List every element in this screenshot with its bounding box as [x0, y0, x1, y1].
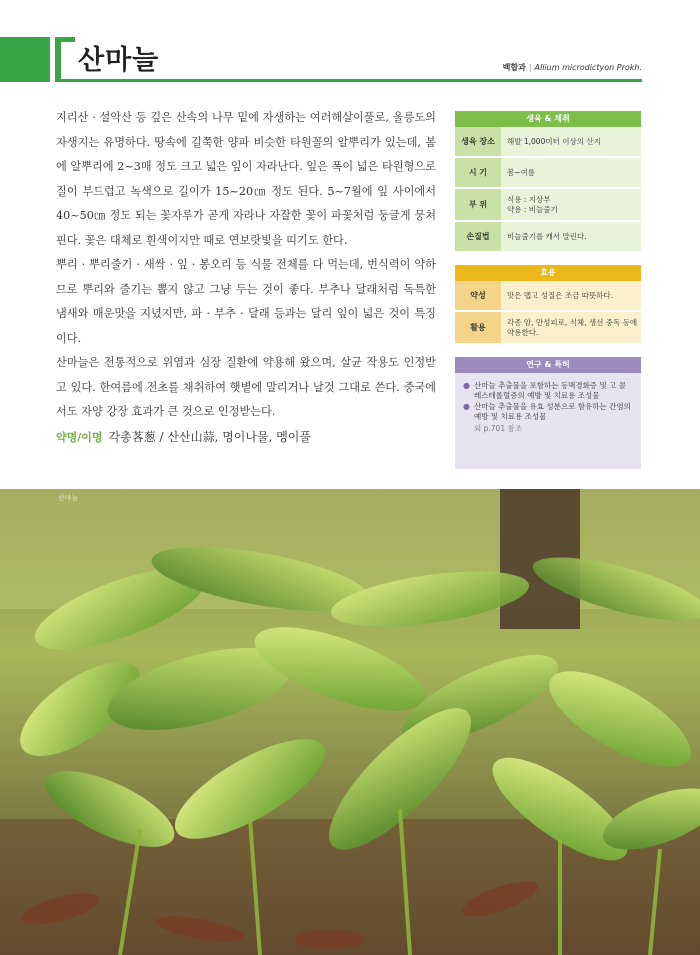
bullet-icon: ●	[463, 402, 470, 411]
alias-label: 약명/이명	[56, 430, 103, 444]
research-item-text: 산마늘 추출물을 유효 성분으로 함유하는 간염의 예방 및 치료용 조성물	[473, 402, 631, 421]
growth-row	[455, 189, 641, 222]
growth-key: 손질법	[455, 222, 501, 251]
efficacy-key: 약성	[455, 281, 501, 310]
efficacy-row	[455, 281, 641, 312]
research-item	[463, 381, 633, 400]
research-item-text: 산마늘 추출물을 포함하는 동맥경화증 및 고 콜레스테롤혈증의 예방 및 치료용 조성물	[473, 381, 626, 400]
growth-value: 식용 : 지상부 약용 : 비늘줄기	[501, 189, 641, 220]
research-item	[463, 402, 633, 421]
efficacy-key: 활용	[455, 312, 501, 343]
family-line	[503, 62, 642, 73]
efficacy-box	[455, 265, 641, 345]
growth-value: 비늘줄기를 캐서 말린다.	[501, 222, 641, 251]
research-content	[455, 373, 641, 469]
page-title: 산마늘	[78, 45, 160, 76]
efficacy-value: 각종 암, 만성피로, 식체, 생선 중독 등에 약용한다.	[501, 312, 641, 343]
title-bracket	[55, 37, 61, 81]
family-separator: |	[528, 63, 532, 72]
plant-photo-illustration	[0, 489, 700, 955]
growth-key: 시 기	[455, 158, 501, 187]
body-text	[56, 106, 436, 450]
growth-value: 해발 1,000미터 이상의 산지	[501, 127, 641, 156]
header-green-block	[0, 37, 50, 82]
efficacy-value: 맛은 맵고 성질은 조금 따뜻하다.	[501, 281, 641, 310]
title-bracket-top	[55, 37, 75, 42]
research-box	[455, 357, 641, 469]
efficacy-row	[455, 312, 641, 345]
growth-key: 생육 장소	[455, 127, 501, 156]
growth-row	[455, 158, 641, 189]
research-heading: 연구 & 특허	[455, 357, 641, 373]
paragraph-usage: 뿌리 · 뿌리줄기 · 새싹 · 잎 · 봉오리 등 식물 전체를 다 먹는데, 번식력이 약하므로 뿌리와 줄기는 뽑지 않고 그냥 두는 것이 좋다. 부추나 달래처럼 독특한 냄새와 매운맛을 지녔지만, 파 · 부추 · 달래 등과는 달리 잎이 넓은 것이 특징이다.	[56, 258, 436, 345]
title-rule	[55, 79, 642, 82]
paragraph-description: 지리산 · 설악산 등 깊은 산속의 나무 밑에 자생하는 여러해살이풀로, 울릉도의 자생지는 유명하다. 땅속에 길쭉한 양파 비슷한 타원꼴의 알뿌리가 있는데, 봄에 알뿌리에 2~3매 정도 크고 넓은 잎이 자라난다. 잎은 폭이 넓은 타원형으로 질이 부드럽고 녹색으로 길이가 15~20㎝ 정도 된다. 5~7월에 잎 사이에서 40~50㎝ 정도 되는 꽃자루가 곧게 자라나 자잘한 꽃이 파꽃처럼 둥글게 뭉쳐 핀다. 꽃은 대체로 흰색이지만 때로 연보랏빛을 띠기도 한다.	[56, 111, 436, 247]
growth-row	[455, 127, 641, 158]
growth-key: 부 위	[455, 189, 501, 220]
photo-caption: 산마늘	[58, 494, 79, 502]
scientific-name: Allium microdictyon Prokh.	[534, 63, 642, 72]
alias-line	[56, 425, 436, 451]
paragraph-medicinal: 산마늘은 전통적으로 위염과 심장 질환에 약용해 왔으며, 살균 작용도 인정받고 있다. 한여름에 전초를 채취하여 햇볕에 말리거나 날것 그대로 쓴다. 중국에서도 자양 강장 효과가 큰 것으로 인정받는다.	[56, 356, 436, 418]
plant-photo	[0, 489, 700, 955]
growth-box	[455, 111, 641, 253]
growth-value: 봄~여름	[501, 158, 641, 187]
efficacy-heading: 효용	[455, 265, 641, 281]
family-name: 백합과	[502, 63, 526, 72]
growth-heading: 생육 & 채취	[455, 111, 641, 127]
research-reference: 외 p.701 참조	[474, 424, 522, 433]
alias-text: 각총茖葱 / 산산山蒜, 명이나물, 멩이풀	[108, 429, 311, 444]
bullet-icon: ●	[463, 381, 470, 390]
growth-row	[455, 222, 641, 253]
